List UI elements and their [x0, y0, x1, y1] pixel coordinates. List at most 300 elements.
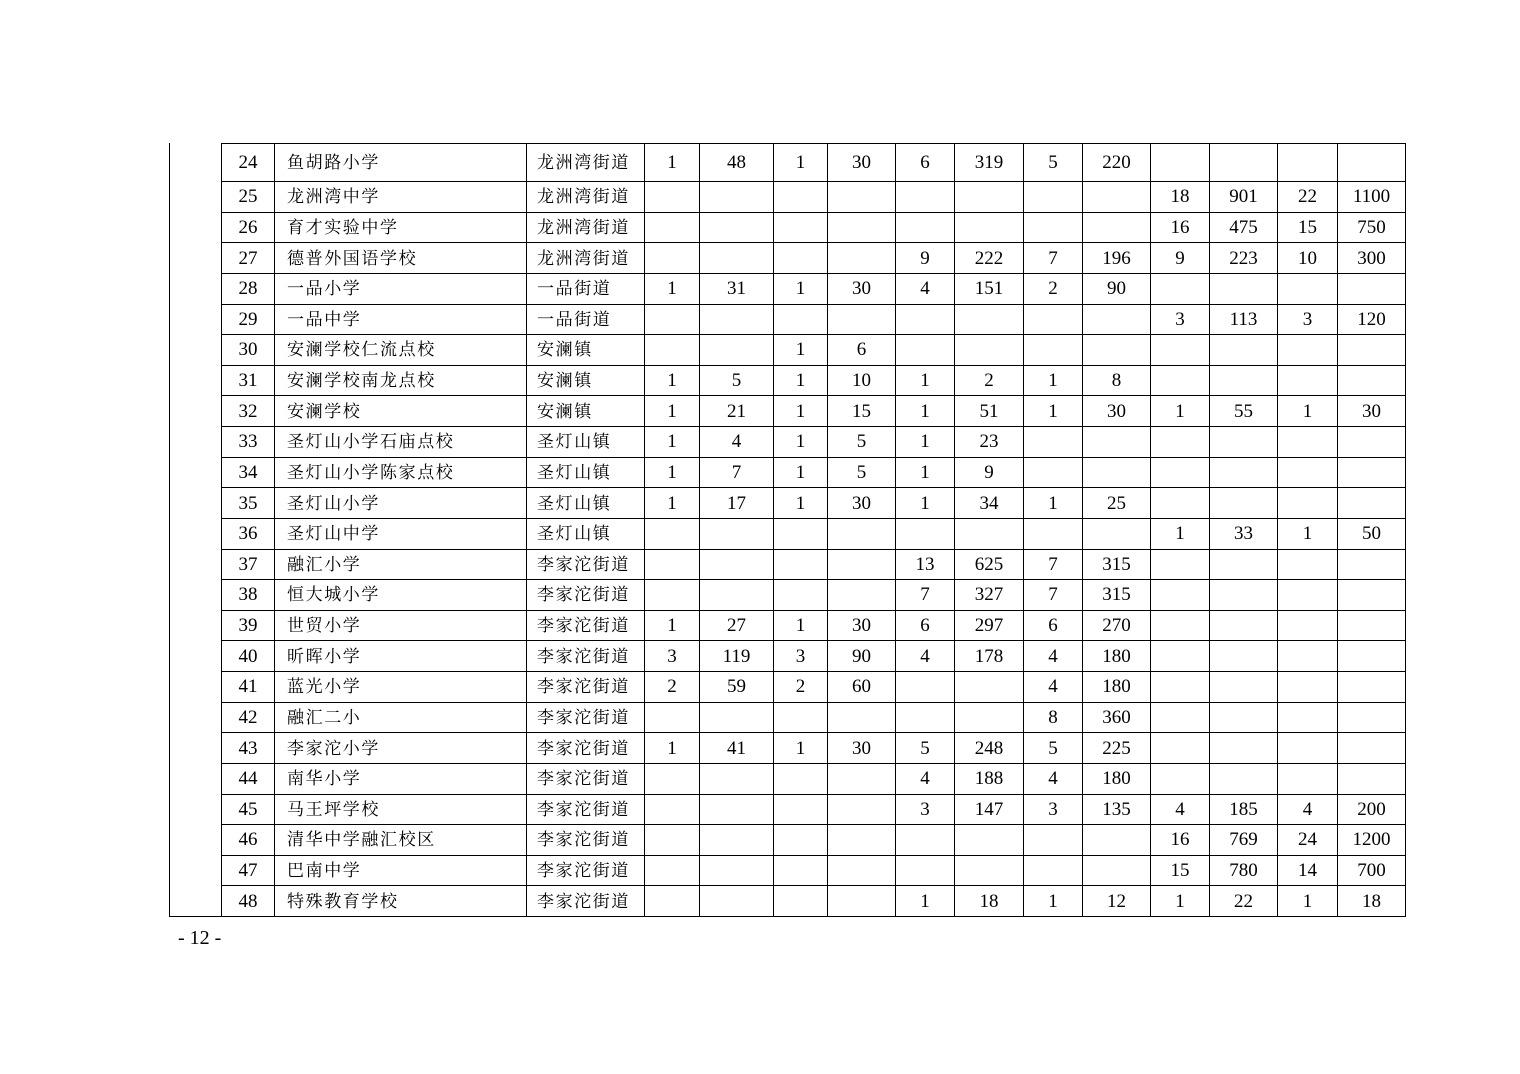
value-cell: 1 — [1024, 396, 1083, 427]
value-cell: 1 — [1278, 396, 1338, 427]
value-cell: 1 — [645, 365, 700, 396]
value-cell — [1338, 580, 1406, 611]
value-cell — [896, 825, 955, 856]
value-cell — [828, 855, 896, 886]
value-cell: 1 — [645, 610, 700, 641]
value-cell — [1151, 488, 1210, 519]
value-cell — [700, 182, 774, 213]
table-row — [222, 580, 1406, 611]
value-cell — [1083, 304, 1151, 335]
row-number-cell: 47 — [222, 855, 275, 886]
value-cell — [1151, 365, 1210, 396]
value-cell — [1210, 427, 1278, 458]
row-number-cell: 29 — [222, 304, 275, 335]
value-cell — [1083, 212, 1151, 243]
school-name-cell: 龙洲湾中学 — [275, 182, 527, 213]
value-cell: 16 — [1151, 825, 1210, 856]
value-cell: 315 — [1083, 549, 1151, 580]
school-name-cell: 圣灯山小学 — [275, 488, 527, 519]
value-cell — [1338, 549, 1406, 580]
value-cell: 327 — [955, 580, 1024, 611]
value-cell — [1278, 365, 1338, 396]
row-number-cell: 44 — [222, 763, 275, 794]
value-cell — [1210, 488, 1278, 519]
row-number-cell: 46 — [222, 825, 275, 856]
value-cell — [774, 549, 828, 580]
value-cell — [1210, 365, 1278, 396]
school-name-cell: 清华中学融汇校区 — [275, 825, 527, 856]
value-cell: 147 — [955, 794, 1024, 825]
merged-left-column — [169, 143, 222, 917]
value-cell: 700 — [1338, 855, 1406, 886]
value-cell: 3 — [645, 641, 700, 672]
value-cell — [1083, 457, 1151, 488]
street-cell: 李家沱街道 — [527, 794, 645, 825]
value-cell: 180 — [1083, 641, 1151, 672]
table-row — [222, 733, 1406, 764]
value-cell: 10 — [828, 365, 896, 396]
value-cell — [955, 335, 1024, 366]
value-cell — [774, 763, 828, 794]
value-cell: 315 — [1083, 580, 1151, 611]
table-row — [222, 763, 1406, 794]
value-cell: 23 — [955, 427, 1024, 458]
value-cell — [1210, 144, 1278, 182]
row-number-cell: 28 — [222, 273, 275, 304]
value-cell: 48 — [700, 144, 774, 182]
value-cell — [1210, 610, 1278, 641]
row-number-cell: 24 — [222, 144, 275, 182]
value-cell: 1 — [896, 488, 955, 519]
street-cell: 李家沱街道 — [527, 855, 645, 886]
value-cell: 1 — [1151, 886, 1210, 917]
school-name-cell: 圣灯山小学石庙点校 — [275, 427, 527, 458]
value-cell — [1278, 144, 1338, 182]
value-cell: 113 — [1210, 304, 1278, 335]
value-cell — [774, 243, 828, 274]
school-name-cell: 育才实验中学 — [275, 212, 527, 243]
value-cell: 360 — [1083, 702, 1151, 733]
value-cell — [1151, 427, 1210, 458]
table-row — [222, 457, 1406, 488]
value-cell — [700, 825, 774, 856]
value-cell: 22 — [1278, 182, 1338, 213]
value-cell: 185 — [1210, 794, 1278, 825]
value-cell: 180 — [1083, 672, 1151, 703]
value-cell: 1 — [774, 457, 828, 488]
value-cell: 901 — [1210, 182, 1278, 213]
value-cell — [1278, 549, 1338, 580]
table-row — [222, 610, 1406, 641]
value-cell — [1338, 702, 1406, 733]
value-cell — [1024, 304, 1083, 335]
value-cell — [1278, 763, 1338, 794]
value-cell — [774, 182, 828, 213]
value-cell — [774, 886, 828, 917]
value-cell: 60 — [828, 672, 896, 703]
value-cell: 51 — [955, 396, 1024, 427]
row-number-cell: 36 — [222, 518, 275, 549]
value-cell: 119 — [700, 641, 774, 672]
street-cell: 李家沱街道 — [527, 733, 645, 764]
table-row — [222, 365, 1406, 396]
value-cell — [1338, 672, 1406, 703]
value-cell: 1 — [645, 396, 700, 427]
value-cell — [1210, 641, 1278, 672]
school-name-cell: 德普外国语学校 — [275, 243, 527, 274]
school-name-cell: 恒大城小学 — [275, 580, 527, 611]
value-cell: 14 — [1278, 855, 1338, 886]
value-cell: 13 — [896, 549, 955, 580]
value-cell: 4 — [1024, 641, 1083, 672]
value-cell: 15 — [1151, 855, 1210, 886]
value-cell: 3 — [774, 641, 828, 672]
value-cell — [1338, 335, 1406, 366]
value-cell: 7 — [1024, 580, 1083, 611]
table-row — [222, 182, 1406, 213]
table-row — [222, 641, 1406, 672]
value-cell — [774, 212, 828, 243]
value-cell — [1151, 273, 1210, 304]
value-cell — [700, 580, 774, 611]
value-cell: 3 — [1278, 304, 1338, 335]
value-cell — [896, 335, 955, 366]
table-row — [222, 794, 1406, 825]
value-cell: 1 — [774, 488, 828, 519]
school-name-cell: 鱼胡路小学 — [275, 144, 527, 182]
value-cell — [700, 702, 774, 733]
value-cell — [1278, 702, 1338, 733]
value-cell: 120 — [1338, 304, 1406, 335]
value-cell — [1210, 580, 1278, 611]
value-cell: 2 — [645, 672, 700, 703]
table-row — [222, 212, 1406, 243]
value-cell — [828, 763, 896, 794]
value-cell — [1024, 518, 1083, 549]
row-number-cell: 35 — [222, 488, 275, 519]
value-cell: 1 — [774, 365, 828, 396]
value-cell — [828, 794, 896, 825]
value-cell: 18 — [1151, 182, 1210, 213]
value-cell — [1278, 580, 1338, 611]
value-cell: 41 — [700, 733, 774, 764]
school-name-cell: 安澜学校南龙点校 — [275, 365, 527, 396]
value-cell: 1 — [774, 273, 828, 304]
value-cell — [645, 886, 700, 917]
school-name-cell: 蓝光小学 — [275, 672, 527, 703]
street-cell: 一品街道 — [527, 304, 645, 335]
value-cell — [774, 825, 828, 856]
value-cell: 5 — [896, 733, 955, 764]
school-name-cell: 巴南中学 — [275, 855, 527, 886]
value-cell: 59 — [700, 672, 774, 703]
value-cell: 3 — [1024, 794, 1083, 825]
value-cell: 220 — [1083, 144, 1151, 182]
value-cell: 1 — [1151, 518, 1210, 549]
value-cell — [1151, 610, 1210, 641]
value-cell — [1083, 427, 1151, 458]
value-cell: 22 — [1210, 886, 1278, 917]
street-cell: 圣灯山镇 — [527, 518, 645, 549]
street-cell: 李家沱街道 — [527, 549, 645, 580]
value-cell — [896, 182, 955, 213]
value-cell — [1151, 763, 1210, 794]
value-cell — [896, 702, 955, 733]
value-cell: 1 — [645, 144, 700, 182]
value-cell — [1338, 365, 1406, 396]
value-cell — [645, 518, 700, 549]
value-cell: 30 — [828, 733, 896, 764]
value-cell: 1 — [896, 396, 955, 427]
value-cell — [645, 855, 700, 886]
value-cell: 30 — [1338, 396, 1406, 427]
value-cell: 5 — [1024, 144, 1083, 182]
table-body — [222, 144, 1406, 917]
value-cell: 9 — [955, 457, 1024, 488]
value-cell: 33 — [1210, 518, 1278, 549]
row-number-cell: 34 — [222, 457, 275, 488]
table-row — [222, 273, 1406, 304]
school-name-cell: 融汇二小 — [275, 702, 527, 733]
value-cell: 4 — [896, 763, 955, 794]
value-cell — [828, 825, 896, 856]
value-cell: 25 — [1083, 488, 1151, 519]
value-cell — [1278, 733, 1338, 764]
value-cell — [1151, 733, 1210, 764]
school-name-cell: 李家沱小学 — [275, 733, 527, 764]
value-cell: 5 — [700, 365, 774, 396]
value-cell — [700, 794, 774, 825]
value-cell — [955, 518, 1024, 549]
school-name-cell: 马王坪学校 — [275, 794, 527, 825]
value-cell — [645, 335, 700, 366]
value-cell — [1024, 855, 1083, 886]
value-cell — [896, 212, 955, 243]
table-row — [222, 549, 1406, 580]
value-cell: 188 — [955, 763, 1024, 794]
street-cell: 李家沱街道 — [527, 825, 645, 856]
value-cell: 7 — [700, 457, 774, 488]
row-number-cell: 42 — [222, 702, 275, 733]
street-cell: 李家沱街道 — [527, 886, 645, 917]
street-cell: 圣灯山镇 — [527, 427, 645, 458]
value-cell: 9 — [1151, 243, 1210, 274]
value-cell: 6 — [828, 335, 896, 366]
street-cell: 龙洲湾街道 — [527, 212, 645, 243]
value-cell: 50 — [1338, 518, 1406, 549]
value-cell — [896, 672, 955, 703]
row-number-cell: 40 — [222, 641, 275, 672]
school-name-cell: 南华小学 — [275, 763, 527, 794]
value-cell: 1 — [774, 427, 828, 458]
value-cell: 4 — [1151, 794, 1210, 825]
value-cell — [774, 794, 828, 825]
value-cell — [828, 243, 896, 274]
row-number-cell: 32 — [222, 396, 275, 427]
value-cell: 297 — [955, 610, 1024, 641]
value-cell: 1 — [896, 427, 955, 458]
value-cell: 15 — [1278, 212, 1338, 243]
value-cell: 31 — [700, 273, 774, 304]
value-cell: 196 — [1083, 243, 1151, 274]
value-cell: 90 — [828, 641, 896, 672]
street-cell: 圣灯山镇 — [527, 457, 645, 488]
value-cell — [1278, 427, 1338, 458]
street-cell: 一品街道 — [527, 273, 645, 304]
value-cell — [1151, 335, 1210, 366]
value-cell: 248 — [955, 733, 1024, 764]
table-row — [222, 335, 1406, 366]
value-cell: 1 — [645, 457, 700, 488]
street-cell: 龙洲湾街道 — [527, 144, 645, 182]
school-name-cell: 安澜学校仁流点校 — [275, 335, 527, 366]
value-cell — [955, 304, 1024, 335]
value-cell — [1338, 641, 1406, 672]
value-cell: 5 — [828, 427, 896, 458]
value-cell — [774, 518, 828, 549]
value-cell — [645, 212, 700, 243]
value-cell — [700, 855, 774, 886]
row-number-cell: 45 — [222, 794, 275, 825]
value-cell: 1 — [896, 365, 955, 396]
value-cell — [828, 212, 896, 243]
value-cell: 625 — [955, 549, 1024, 580]
value-cell: 4 — [896, 641, 955, 672]
value-cell — [1278, 335, 1338, 366]
value-cell: 90 — [1083, 273, 1151, 304]
table-row — [222, 855, 1406, 886]
value-cell — [1210, 702, 1278, 733]
value-cell — [645, 763, 700, 794]
value-cell — [1210, 549, 1278, 580]
value-cell — [1024, 335, 1083, 366]
value-cell — [1024, 212, 1083, 243]
value-cell: 30 — [828, 610, 896, 641]
value-cell: 1100 — [1338, 182, 1406, 213]
value-cell: 1 — [1278, 518, 1338, 549]
value-cell — [1278, 488, 1338, 519]
value-cell — [1024, 825, 1083, 856]
value-cell: 270 — [1083, 610, 1151, 641]
value-cell: 780 — [1210, 855, 1278, 886]
value-cell — [1151, 580, 1210, 611]
value-cell — [1210, 273, 1278, 304]
value-cell — [955, 825, 1024, 856]
street-cell: 龙洲湾街道 — [527, 182, 645, 213]
value-cell — [1151, 672, 1210, 703]
table-row — [222, 518, 1406, 549]
value-cell: 27 — [700, 610, 774, 641]
value-cell — [828, 702, 896, 733]
value-cell — [700, 212, 774, 243]
value-cell: 6 — [1024, 610, 1083, 641]
value-cell: 6 — [896, 610, 955, 641]
row-number-cell: 48 — [222, 886, 275, 917]
value-cell: 1200 — [1338, 825, 1406, 856]
value-cell — [828, 549, 896, 580]
value-cell: 1 — [1024, 886, 1083, 917]
value-cell: 4 — [1024, 763, 1083, 794]
value-cell — [955, 672, 1024, 703]
value-cell: 7 — [1024, 243, 1083, 274]
row-number-cell: 41 — [222, 672, 275, 703]
row-number-cell: 38 — [222, 580, 275, 611]
value-cell — [1338, 733, 1406, 764]
school-name-cell: 安澜学校 — [275, 396, 527, 427]
value-cell — [1151, 702, 1210, 733]
value-cell: 3 — [896, 794, 955, 825]
street-cell: 李家沱街道 — [527, 641, 645, 672]
school-name-cell: 融汇小学 — [275, 549, 527, 580]
value-cell — [955, 855, 1024, 886]
row-number-cell: 25 — [222, 182, 275, 213]
value-cell — [774, 304, 828, 335]
value-cell: 7 — [1024, 549, 1083, 580]
value-cell — [645, 549, 700, 580]
value-cell: 10 — [1278, 243, 1338, 274]
value-cell: 2 — [1024, 273, 1083, 304]
value-cell: 135 — [1083, 794, 1151, 825]
value-cell: 1 — [774, 610, 828, 641]
value-cell — [1151, 641, 1210, 672]
value-cell: 1 — [1024, 365, 1083, 396]
school-name-cell: 世贸小学 — [275, 610, 527, 641]
value-cell: 15 — [828, 396, 896, 427]
value-cell — [645, 304, 700, 335]
value-cell — [828, 304, 896, 335]
value-cell — [1338, 427, 1406, 458]
value-cell — [700, 763, 774, 794]
value-cell — [1210, 672, 1278, 703]
value-cell: 1 — [1278, 886, 1338, 917]
value-cell: 200 — [1338, 794, 1406, 825]
value-cell: 1 — [774, 733, 828, 764]
street-cell: 李家沱街道 — [527, 763, 645, 794]
value-cell — [1338, 763, 1406, 794]
value-cell — [1338, 273, 1406, 304]
value-cell — [774, 702, 828, 733]
value-cell: 34 — [955, 488, 1024, 519]
value-cell — [700, 549, 774, 580]
row-number-cell: 43 — [222, 733, 275, 764]
row-number-cell: 39 — [222, 610, 275, 641]
value-cell: 16 — [1151, 212, 1210, 243]
value-cell — [1083, 182, 1151, 213]
value-cell — [896, 304, 955, 335]
value-cell — [828, 580, 896, 611]
table-row — [222, 243, 1406, 274]
value-cell — [700, 243, 774, 274]
value-cell — [828, 886, 896, 917]
value-cell — [1151, 549, 1210, 580]
value-cell — [1083, 518, 1151, 549]
value-cell — [1083, 825, 1151, 856]
value-cell: 4 — [1278, 794, 1338, 825]
value-cell: 1 — [774, 335, 828, 366]
school-name-cell: 昕晖小学 — [275, 641, 527, 672]
street-cell: 安澜镇 — [527, 335, 645, 366]
value-cell: 319 — [955, 144, 1024, 182]
value-cell: 2 — [955, 365, 1024, 396]
value-cell: 30 — [828, 488, 896, 519]
value-cell: 475 — [1210, 212, 1278, 243]
value-cell — [1338, 144, 1406, 182]
value-cell: 6 — [896, 144, 955, 182]
value-cell: 180 — [1083, 763, 1151, 794]
table-row — [222, 702, 1406, 733]
value-cell: 30 — [828, 144, 896, 182]
table-row — [222, 488, 1406, 519]
